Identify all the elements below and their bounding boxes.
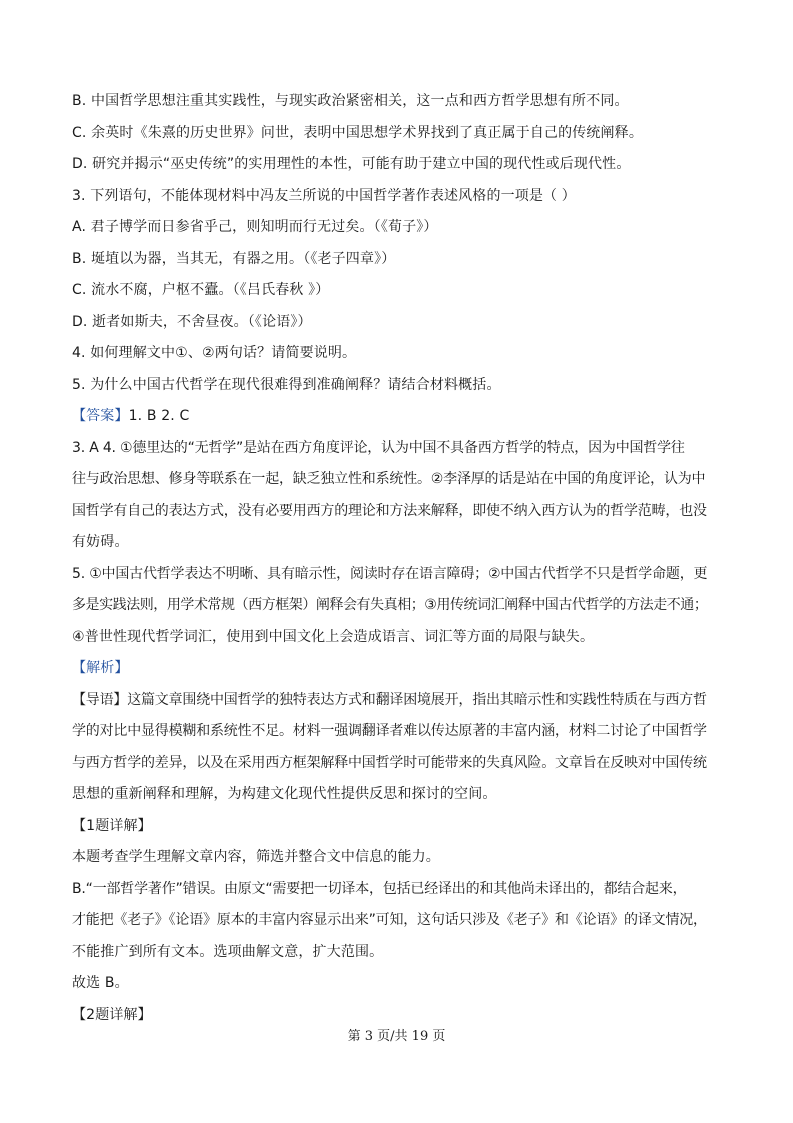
guide-line: 【导语】这篇文章围绕中国哲学的独特表达方式和翻译困境展开，指出其暗示性和实践性特质在与西方哲 xyxy=(72,691,707,708)
q3-option-a: A. 君子博学而日参省乎己，则知明而行无过矣。（《荀子》） xyxy=(72,219,438,235)
page-footer: 第 3 页/共 19 页 xyxy=(347,1029,446,1044)
q3-option-c: C. 流水不腐，户枢不蠹。（《吕氏春秋 》） xyxy=(72,282,330,298)
q1-detail-line: 本题考查学生理解文章内容，筛选并整合文中信息的能力。 xyxy=(72,849,440,865)
q3-option-d: D. 逝者如斯夫，不舍昼夜。（《论语》） xyxy=(72,313,312,330)
answer-line: 有妨碍。 xyxy=(72,534,129,550)
q3-option-b: B. 埏埴以为器，当其无，有器之用。（《老子四章》） xyxy=(72,250,396,267)
answer-line: 往与政治思想、修身等联系在一起，缺乏独立性和系统性。②李泽厚的话是站在中国的角度评论，认为中 xyxy=(72,471,706,487)
option-d-line: D. 研究并揭示“巫史传统”的实用理性的本性，可能有助于建立中国的现代性或后现代性。 xyxy=(72,156,631,172)
answer-line: 多是实践法则，用学术常规（西方框架）阐释会有失真相；③用传统词汇阐释中国古代哲学的方法走不通； xyxy=(72,597,708,613)
guide-line: 与西方哲学的差异，以及在采用西方框架解释中国哲学时可能带来的失真风险。文章旨在反映对中国传统 xyxy=(72,754,707,771)
page-content xyxy=(72,91,724,1036)
guide-line: 学的对比中显得模糊和系统性不足。材料一强调翻译者难以传达原著的丰富内涵，材料二讨论了中国哲学 xyxy=(72,723,707,739)
question-4: 4. 如何理解文中①、②两句话？请简要说明。 xyxy=(72,345,357,361)
answer-header-line xyxy=(72,406,724,426)
option-c-line: C. 余英时《朱熹的历史世界》问世，表明中国思想学术界找到了真正属于自己的传统阐释。 xyxy=(72,124,643,141)
question-5: 5. 为什么中国古代哲学在现代很难得到准确阐释？请结合材料概括。 xyxy=(72,376,501,393)
answer-line: 国哲学有自己的表达方式，没有必要用西方的理论和方法来解释，即使不纳入西方认为的哲学范畴，也没 xyxy=(72,502,707,519)
q1-detail-line: 才能把《老子》《论语》原本的丰富内容显示出来”可知，这句话只涉及《老子》和《论语》的译文情况， xyxy=(72,912,707,928)
option-b-line: B. 中国哲学思想注重其实践性，与现实政治紧密相关，这一点和西方哲学思想有所不同。 xyxy=(72,93,629,109)
answer-line: ④普世性现代哲学词汇，使用到中国文化上会造成语言、词汇等方面的局限与缺失。 xyxy=(72,628,595,645)
answer-tag: 【答案】 xyxy=(72,408,129,424)
question-3-stem: 3. 下列语句，不能体现材料中冯友兰所说的中国哲学著作表述风格的一项是（ ） xyxy=(72,187,576,204)
guide-tag: 【导语】 xyxy=(72,691,128,708)
answer-line: 5. ①中国古代哲学表达不明晰、具有暗示性，阅读时存在语言障碍；②中国古代哲学不只是哲学命题，更 xyxy=(72,565,708,582)
answer-first: 1. B 2. C xyxy=(128,408,190,424)
analysis-tag-line xyxy=(72,658,724,678)
q1-detail-line: 故选 B。 xyxy=(72,975,129,991)
analysis-tag: 【解析】 xyxy=(72,660,129,676)
q1-detail-line: B.“一部哲学著作”错误。由原文“需要把一切译本，包括已经译出的和其他尚未译出的，都结合起来， xyxy=(72,880,687,897)
guide-line: 思想的重新阐释和理解，为构建文化现代性提供反思和探讨的空间。 xyxy=(72,786,497,802)
q1-detail-tag: 【1题详解】 xyxy=(72,817,152,834)
q2-detail-tag: 【2题详解】 xyxy=(72,1006,152,1023)
q1-detail-line: 不能推广到所有文本。选项曲解文意，扩大范围。 xyxy=(72,943,384,960)
answer-line: 3. A 4. ①德里达的“无哲学”是站在西方角度评论，认为中国不具备西方哲学的特点，因为中国哲学往 xyxy=(72,439,685,456)
